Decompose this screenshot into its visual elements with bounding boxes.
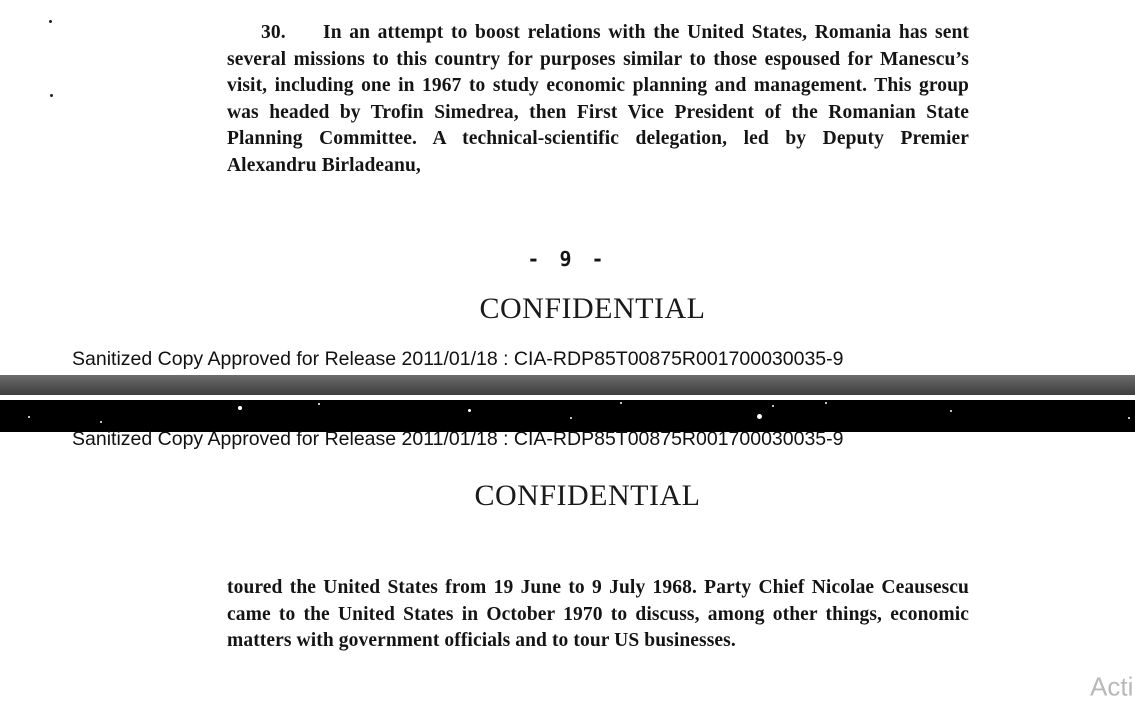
scan-speck — [318, 403, 320, 405]
scan-speck — [49, 20, 52, 23]
scan-speck — [50, 94, 53, 97]
scan-speck — [825, 402, 827, 404]
paragraph-continuation: toured the United States from 19 June to 9 July 1968. Party Chief Nicolae Ceausescu came to the United States in October 1970 to discuss, among other things, economic matters with government officials and to tour US businesses. — [227, 577, 969, 651]
page-number: - 9 - — [527, 247, 608, 271]
scan-speck — [28, 416, 30, 418]
page-break-divider — [0, 375, 1135, 432]
paragraph-30 — [227, 20, 969, 179]
os-activation-watermark: Acti — [1090, 671, 1134, 702]
scan-speck — [620, 402, 622, 404]
scanner-white-gap — [0, 395, 1135, 400]
document-page-bottom — [0, 432, 1135, 701]
scan-speck — [238, 406, 242, 410]
scan-speck — [570, 417, 572, 419]
scan-speck — [772, 405, 774, 407]
scan-speck — [757, 414, 762, 419]
release-line-bottom: Sanitized Copy Approved for Release 2011/01/18 : CIA-RDP85T00875R001700030035-9 — [72, 428, 844, 450]
classification-marking-bottom: CONFIDENTIAL — [474, 479, 701, 512]
release-line-top: Sanitized Copy Approved for Release 2011/01/18 : CIA-RDP85T00875R001700030035-9 — [72, 348, 844, 370]
scan-speck — [1128, 417, 1130, 419]
classification-marking-top: CONFIDENTIAL — [479, 292, 706, 325]
scanner-gray-band — [0, 375, 1135, 395]
paragraph-number: 30. — [261, 22, 286, 43]
scan-speck — [468, 409, 471, 412]
scan-speck — [100, 421, 102, 423]
paragraph-body: In an attempt to boost relations with the United States, Romania has sent several missions to this country for purposes similar to those espoused for Manescu’s visit, including one in 1967 to study economic planning and management. This group was headed by Trofin Simedrea, then First Vice President of the Romanian State Planning Committee. A technical-scientific delegation, led by Deputy Premier Alexandru Birladeanu, — [227, 22, 969, 176]
scan-speck — [950, 410, 952, 412]
